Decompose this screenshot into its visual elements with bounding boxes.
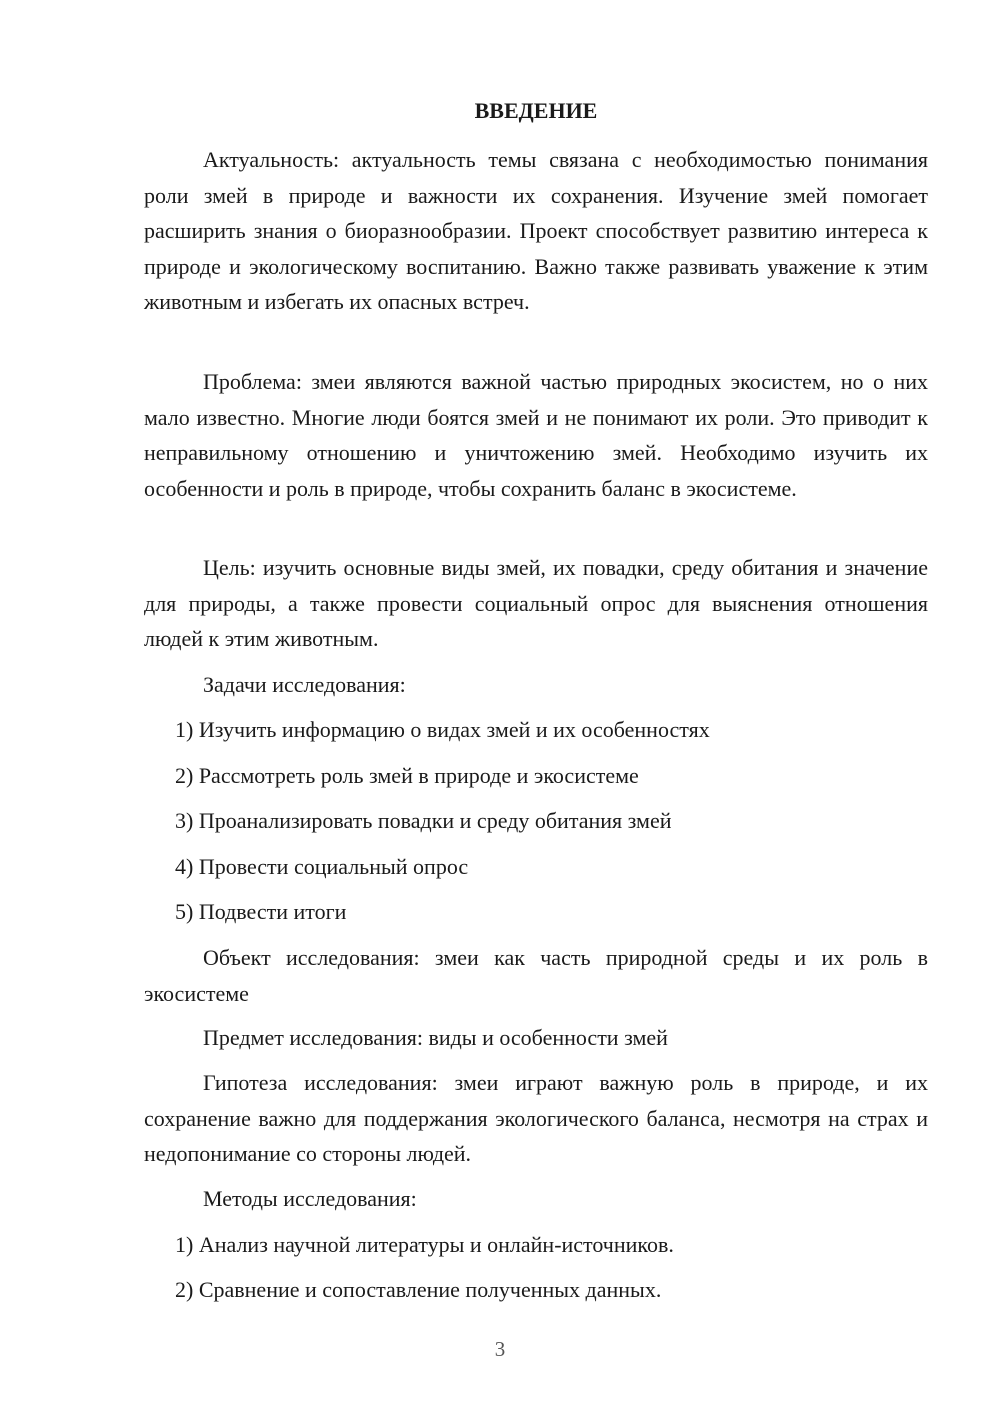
- method-item: 2) Сравнение и сопоставление полученных данных.: [175, 1277, 662, 1302]
- goal-paragraph: Цель: изучить основные виды змей, их повадки, среду обитания и значение для природы, а также провести социальный опрос для выяснения отношения людей к этим животным.: [144, 555, 928, 651]
- relevance-paragraph: Актуальность: актуальность темы связана с необходимостью понимания роли змей в природе и важности их сохранения. Изучение змей помогает расширить знания о биоразнообразии. Проект способствует развитию интереса к природе и экологическому воспитанию. Важно также развивать уважение к этим животным и избегать их опасных встреч.: [144, 147, 928, 314]
- hypothesis-paragraph: Гипотеза исследования: змеи играют важную роль в природе, и их сохранение важно для поддержания экологического баланса, несмотря на страх и недопонимание со стороны людей.: [144, 1070, 928, 1166]
- section-title: ВВЕДЕНИЕ: [474, 98, 598, 123]
- problem-paragraph: Проблема: змеи являются важной частью природных экосистем, но о них мало известно. Многие люди боятся змей и не понимают их роли. Это приводит к неправильному отношению и уничтожению змей. Необходимо изучить их особенности и роль в природе, чтобы сохранить баланс в экосистеме.: [144, 369, 928, 501]
- task-item: 2) Рассмотреть роль змей в природе и экосистеме: [175, 763, 639, 788]
- task-item: 5) Подвести итоги: [175, 899, 347, 924]
- task-item: 3) Проанализировать повадки и среду обитания змей: [175, 808, 672, 833]
- task-item: 4) Провести социальный опрос: [175, 854, 469, 879]
- object-paragraph: Объект исследования: змеи как часть природной среды и их роль в экосистеме: [144, 945, 928, 1006]
- methods-heading: Методы исследования:: [203, 1186, 417, 1211]
- subject-paragraph: Предмет исследования: виды и особенности змей: [203, 1025, 668, 1050]
- tasks-heading: Задачи исследования:: [203, 672, 406, 697]
- page-number: 3: [494, 1337, 506, 1361]
- method-item: 1) Анализ научной литературы и онлайн-источников.: [175, 1232, 674, 1257]
- task-item: 1) Изучить информацию о видах змей и их особенностях: [175, 717, 710, 742]
